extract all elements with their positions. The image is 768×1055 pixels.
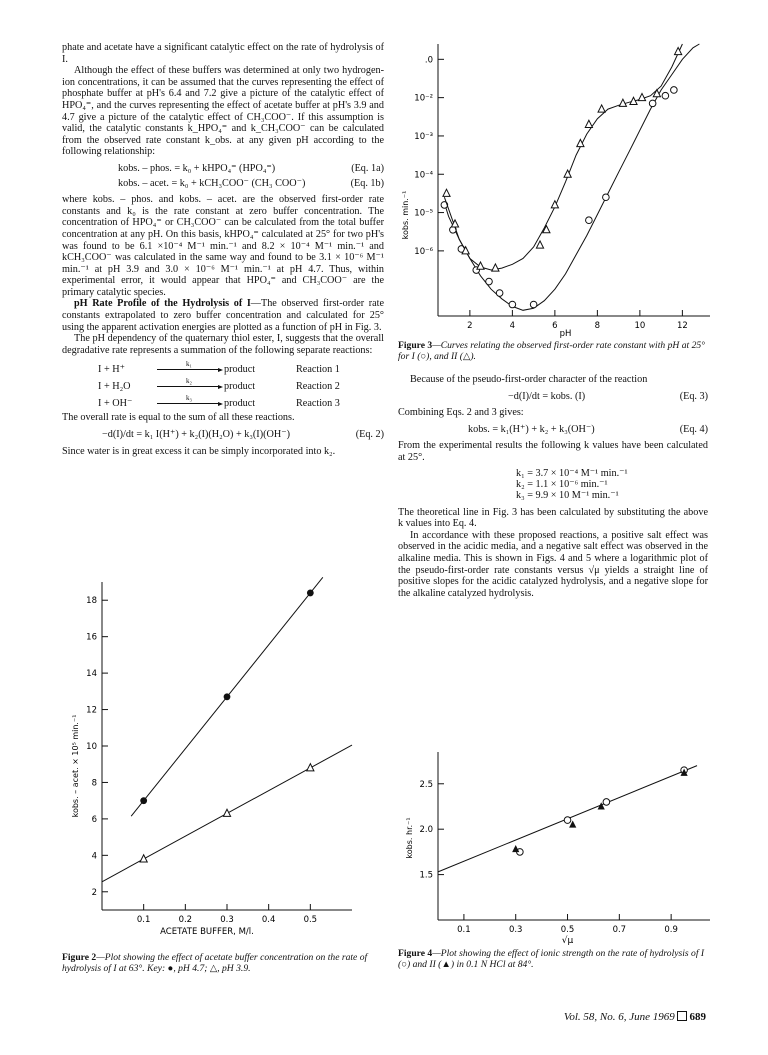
equation-1a: kobs. – phos. = k₀ + kHPO₄⁼ (HPO₄⁼) (Eq. 1a) [118, 162, 384, 174]
product: product [224, 380, 256, 392]
k-values [516, 468, 708, 501]
figure-2-chart [62, 576, 374, 944]
y-tick-label: 10⁻⁵ [414, 208, 433, 219]
paragraph: where kobs. – phos. and kobs. – acet. are the observed first-order rate constants and k₀ is the rate constant at zero buffer concentration. The concentration of HPO₄⁼ or CH₃COO⁻ can be calculated from the total buffer concentration at any pH. On this basis, kHPO₄⁼ calculated at 25° for two pH's was found to be 6.1 ×10⁻⁴ M⁻¹ min.⁻¹ and 8.2 × 10⁻⁴ M⁻¹ min.⁻¹ and kCH₃COO⁻ was calculated in the same way and found to be 3.1 × 10⁻⁶ M⁻¹ min.⁻¹ at pH 3.9 and 3.0 × 10⁻⁶ M⁻¹ min.⁻¹ at pH 4.7. Thus, within experimental error, it would appear that HPO₄⁼ and CH₃COO⁻ are the primary catalytic species. [62, 194, 384, 298]
data-point [486, 278, 493, 285]
data-point [649, 100, 656, 107]
reaction-list [62, 360, 384, 409]
product: product [224, 363, 256, 375]
x-tick-label: 0.1 [136, 915, 151, 925]
reaction-arrow [157, 377, 221, 387]
reaction-label: Reaction 2 [296, 380, 340, 392]
reactants: I + H⁺ [98, 363, 125, 375]
right-column [398, 374, 708, 599]
journal-info: Vol. 58, No. 6, June 1969 [563, 1011, 675, 1023]
reactants: I + H₂O [98, 380, 131, 392]
x-tick-label: 0.5 [303, 915, 318, 925]
x-tick-label: 0.7 [612, 925, 627, 935]
y-tick-label: 10⁻⁶ [414, 246, 433, 257]
data-point [603, 194, 610, 201]
data-point [598, 105, 605, 112]
x-tick-label: 0.4 [261, 915, 276, 925]
x-axis-label: pH [559, 329, 572, 339]
rate-constant: k₃ [186, 394, 192, 403]
x-tick-label: 0.3 [220, 915, 234, 925]
data-point [530, 301, 537, 308]
paragraph: The theoretical line in Fig. 3 has been calculated by substituting the above k values into Eq. 4. [398, 506, 708, 530]
data-point [564, 817, 571, 824]
y-tick-label: 2.0 [419, 825, 433, 836]
data-point [496, 290, 503, 297]
data-point [140, 797, 147, 804]
figure-2-caption: Figure 2—Plot showing the effect of acetate buffer concentration on the rate of hydrolysis of I at 63°. Key: ●, pH 4.7; △, pH 3.9. [62, 952, 368, 974]
reaction-arrow [157, 360, 221, 370]
y-tick-label: 2 [91, 887, 97, 898]
data-point [307, 590, 314, 597]
k-value: k₂ = 1.1 × 10⁻⁶ min.⁻¹ [516, 478, 608, 490]
data-point [662, 92, 669, 99]
data-point [224, 693, 231, 700]
equation-3: −d(I)/dt = kobs. (I) (Eq. 3) [508, 390, 708, 402]
figure-4-chart [398, 748, 718, 946]
paragraph: Since water is in great excess it can be simply incorporated into k₂. [62, 445, 336, 457]
y-tick-label: 10⁻⁴ [414, 170, 433, 181]
y-tick-label: .0 [424, 55, 433, 66]
data-point [671, 87, 678, 94]
y-axis-label: kobs. min.⁻¹ [401, 190, 410, 240]
x-tick-label: 12 [676, 321, 688, 331]
reactants: I + OH⁻ [98, 397, 133, 409]
paragraph: From the experimental results the following k values have been calculated at 25°. [398, 440, 708, 463]
y-axis-label: kobs. hr.⁻¹ [405, 817, 414, 859]
x-tick-label: 0.1 [457, 925, 471, 935]
paragraph: The pH dependency of the quaternary thiol ester, I, suggests that the overall degradative rate represents a summation of the following separate reactions: [62, 333, 384, 356]
data-point [603, 799, 610, 806]
box-glyph [677, 1011, 687, 1021]
figure-4-caption: Figure 4—Plot showing the effect of ionic strength on the rate of hydrolysis of I (○) and II (▲) in 0.1 N HCl at 84°. [398, 948, 705, 970]
page-footer [564, 1011, 706, 1023]
data-point [585, 120, 592, 127]
x-tick-label: 10 [634, 321, 646, 331]
data-point [492, 264, 499, 271]
data-point [619, 99, 626, 106]
k-value: k₃ = 9.9 × 10 M⁻¹ min.⁻¹ [516, 489, 619, 501]
y-tick-label: 1.5 [419, 870, 433, 881]
y-tick-label: 18 [86, 596, 97, 607]
product: product [224, 397, 256, 409]
left-column [62, 42, 384, 457]
k-value: k₁ = 3.7 × 10⁻⁴ M⁻¹ min.⁻¹ [516, 467, 628, 479]
y-tick-label: 10⁻² [414, 93, 433, 104]
x-tick-label: 2 [467, 321, 473, 331]
data-point [307, 764, 314, 771]
reaction-label: Reaction 3 [296, 397, 340, 409]
equation-2: −d(I)/dt = k₁ I(H⁺) + k₂(I)(H₂O) + k₃(I)(OH⁻) (Eq. 2) [102, 429, 384, 441]
paragraph: In accordance with these proposed reactions, a positive salt effect was observed in the acidic media, and a negative salt effect was observed in the alkaline media. This is shown in Figs. 4 and 5 where a logarithmic plot of the pseudo-first-order rate constants versus √μ yields a straight line of positive slopes for the acidic catalyzed hydrolysis, and a negative slope for the alkaline catalyzed hydrolysis. [398, 529, 708, 599]
paragraph: Combining Eqs. 2 and 3 gives: [398, 407, 524, 419]
y-tick-label: 6 [91, 814, 97, 825]
equation-4: kobs. = k₁(H⁺) + k₂ + k₃(OH⁻) (Eq. 4) [468, 423, 708, 435]
y-tick-label: 10 [86, 742, 97, 752]
y-tick-label: 12 [86, 705, 97, 716]
y-tick-label: 14 [86, 669, 97, 680]
x-axis-label: ACETATE BUFFER, M/l. [160, 927, 254, 937]
figure-3-chart [398, 40, 718, 339]
y-axis-label: kobs. – acet. × 10⁵ min.⁻¹ [71, 714, 80, 818]
y-tick-label: 8 [91, 778, 97, 789]
y-tick-label: 4 [91, 851, 97, 862]
equation-1b: kobs. – acet. = k₀ + kCH₃COO⁻ (CH₃ COO⁻) (Eq. 1b) [118, 177, 384, 189]
data-point [638, 93, 645, 100]
x-axis-label: √μ [561, 936, 574, 946]
data-point [536, 241, 543, 248]
paragraph: Because of the pseudo-first-order character of the reaction [410, 374, 648, 385]
paragraph: phate and acetate have a significant catalytic effect on the rate of hydrolysis of I. [62, 42, 384, 65]
y-tick-label: 10⁻³ [414, 131, 433, 142]
figure-3-caption: Figure 3—Curves relating the observed first-order rate constant with pH at 25° for I (○), and II (△). [398, 340, 706, 362]
x-tick-label: 4 [509, 321, 516, 331]
reaction-row [98, 394, 384, 409]
paragraph: The overall rate is equal to the sum of all these reactions. [62, 412, 295, 424]
data-point [586, 217, 593, 224]
paragraph: Although the effect of these buffers was determined at only two hydrogen-ion concentrations, it can be assumed that the curves representing the effect of phosphate buffer at pH's 6.4 and 7.2 give a picture of the catalytic effect of HPO₄⁼, and the curves representing the effect of acetate buffer at pH's 3.9 and 4.7 give a picture of the catalytic effect of CH₃COO⁻. If this assumption is valid, the catalytic constants k_HPO₄⁼ and k_CH₃COO⁻ can be calculated from the observed rate constant k_obs. at any given pH according to the following relationship: [62, 65, 384, 158]
reaction-row [98, 360, 384, 375]
data-point [577, 139, 584, 146]
reaction-row [98, 377, 384, 392]
y-tick-label: 16 [86, 632, 97, 643]
rate-constant: k₁ [186, 360, 192, 369]
rate-constant: k₂ [186, 377, 192, 386]
data-point [140, 855, 147, 862]
y-tick-label: 2.5 [419, 779, 433, 790]
x-tick-label: 8 [594, 321, 601, 331]
page-number: 689 [689, 1011, 706, 1023]
paragraph: pH Rate Profile of the Hydrolysis of I—The observed first-order rate constants extrapolated to zero buffer concentration and calculated for 25° using the apparent activation energies are plotted as a function of pH in Fig. 3. [62, 298, 384, 333]
data-point [223, 809, 230, 816]
x-tick-label: 0.3 [508, 925, 523, 935]
x-tick-label: 0.9 [664, 925, 678, 935]
reaction-arrow [157, 394, 221, 404]
data-point [509, 301, 516, 308]
theoretical-curve [444, 44, 682, 270]
theoretical-curve [444, 44, 699, 310]
x-tick-label: 0.5 [560, 925, 575, 935]
data-point [443, 189, 450, 196]
x-tick-label: 6 [552, 321, 558, 331]
x-tick-label: 0.2 [178, 915, 193, 925]
reaction-label: Reaction 1 [296, 363, 340, 375]
